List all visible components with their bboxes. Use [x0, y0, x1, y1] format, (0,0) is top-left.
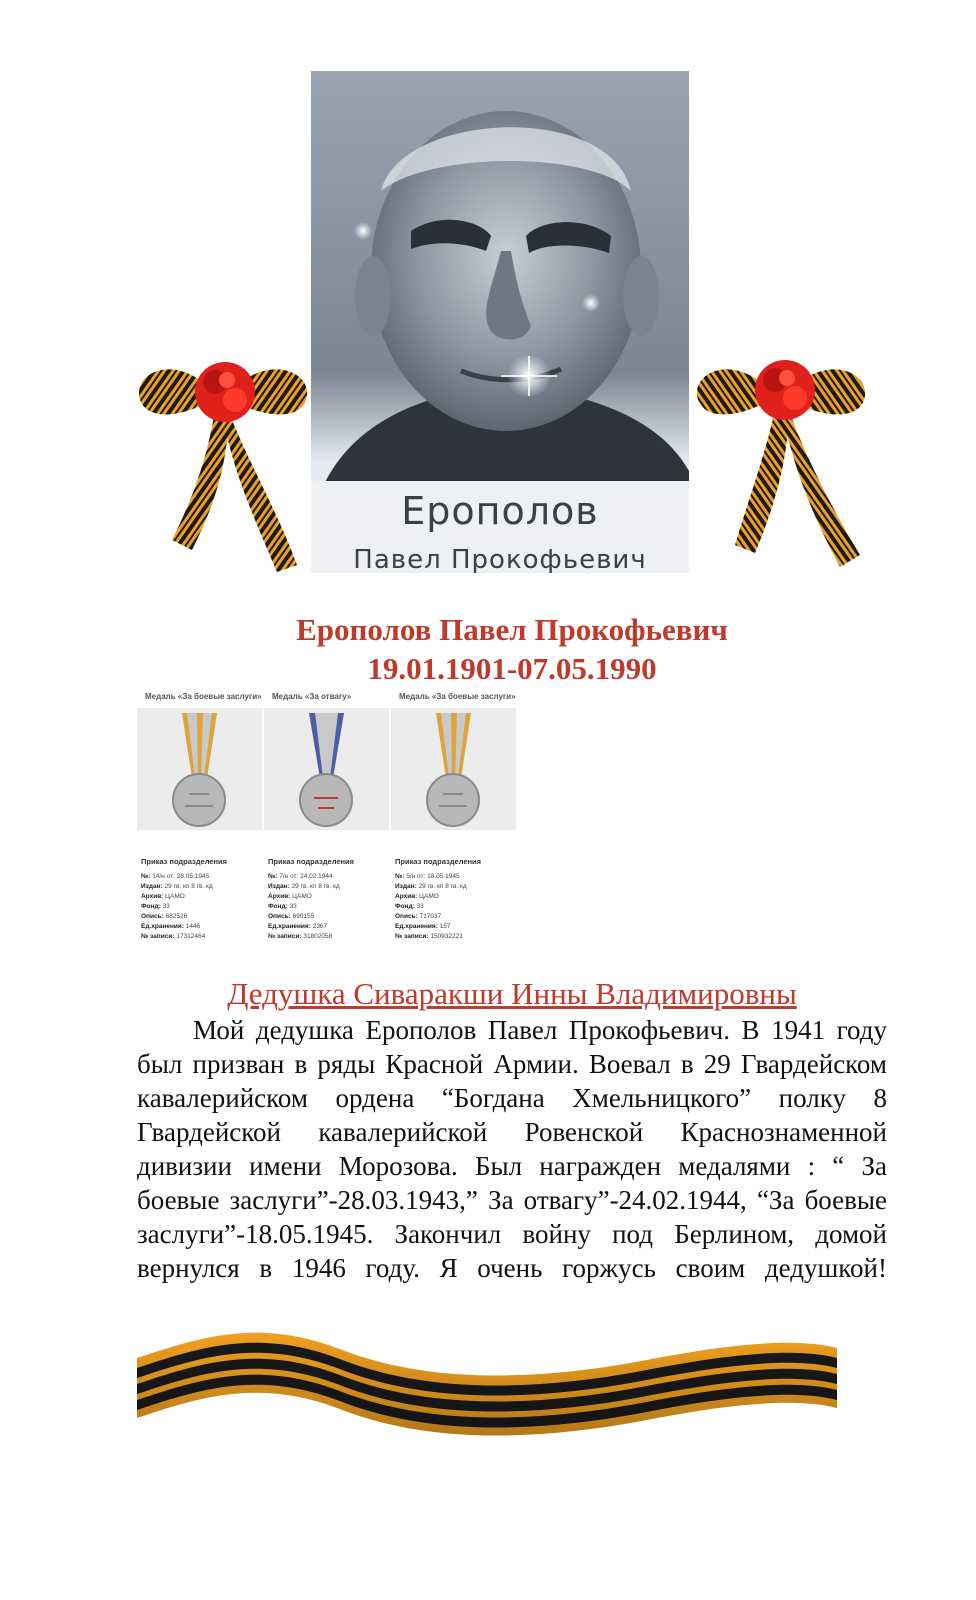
hero-life-dates: 19.01.1901-07.05.1990 — [367, 651, 657, 686]
order-detail-row: № записи: 31802058 — [268, 933, 333, 940]
order-details — [268, 872, 340, 942]
medal-icon — [391, 708, 516, 830]
order-detail-row: Архив: ЦАМО — [141, 893, 185, 900]
order-detail-row: Опись: 717037 — [395, 913, 442, 920]
carnation-icon — [755, 360, 815, 420]
order-detail-row: Опись: 682526 — [141, 913, 188, 920]
medal-title: Медаль «За отвагу» — [272, 692, 352, 701]
order-details — [141, 872, 213, 942]
medal-card — [264, 690, 389, 945]
order-detail-row: №: 14/н от: 28.05.1945 — [141, 873, 210, 880]
st-george-ribbon-banner — [137, 1318, 837, 1468]
carnation-icon — [195, 362, 255, 422]
order-detail-row: Издан: 29 гв. кп 8 гв. кд — [141, 883, 213, 890]
order-title: Приказ подразделения — [268, 857, 355, 866]
order-detail-row: № записи: 150932221 — [395, 933, 463, 940]
order-detail-row: Издан: 29 гв. кп 8 гв. кд — [268, 883, 340, 890]
order-title: Приказ подразделения — [395, 857, 482, 866]
order-detail-row: Архив: ЦАМО — [268, 893, 312, 900]
photo-caption-surname: Ерополов — [401, 489, 599, 533]
medal-card — [391, 690, 516, 945]
order-detail-row: Фонд: 33 — [395, 903, 424, 910]
medal-icon — [137, 708, 262, 830]
medal-icon — [264, 708, 389, 830]
medal-image — [137, 708, 262, 830]
order-detail-row: Фонд: 33 — [141, 903, 170, 910]
medal-title: Медаль «За боевые заслуги» — [145, 692, 262, 701]
story-paragraph: Мой дедушка Ерополов Павел Прокофьевич. В 1941 году был призван в ряды Красной Армии. Воевал в 29 Гвардейском кавалерийском ордена “Богдана Хмельницкого” полку 8 Гвардейской кавалерийской Ровенской Краснознаменной дивизии имени Морозова. Был награжден медалями : “ За боевые заслуги”-28.03.1943,” За отвагу”-24.02.1944, “За боевые заслуги”-18.05.1945. Закончил войну под Берлином, домой вернулся в 1946 году. Я очень горжусь своим дедушкой! — [137, 1015, 887, 1283]
story-body — [137, 1013, 887, 1285]
hero-full-name: Ерополов Павел Прокофьевич — [296, 612, 728, 647]
story-subtitle: Дедушка Сиваракши Инны Владимировны — [227, 976, 797, 1011]
order-detail-row: Архив: ЦАМО — [395, 893, 439, 900]
order-detail-row: Ед.хранения: 1446 — [141, 923, 201, 930]
order-details — [395, 872, 467, 942]
order-detail-row: Ед.хранения: 157 — [395, 923, 451, 930]
photo-caption-names: Павел Прокофьевич — [353, 545, 647, 573]
medal-title: Медаль «За боевые заслуги» — [399, 692, 516, 701]
medal-card — [137, 690, 262, 945]
order-detail-row: Ед.хранения: 2367 — [268, 923, 328, 930]
medals-panel — [137, 690, 517, 945]
ribbon-stripes — [137, 1333, 837, 1436]
st-george-ribbon-bow-left — [137, 350, 312, 575]
order-detail-row: Фонд: 33 — [268, 903, 297, 910]
st-george-ribbon-bow-right — [695, 345, 870, 570]
medal-image — [264, 708, 389, 830]
portrait-photo — [311, 71, 689, 573]
order-title: Приказ подразделения — [141, 857, 228, 866]
order-detail-row: №: 7/н от: 24.02.1944 — [268, 873, 333, 880]
order-detail-row: Издан: 29 гв. кп 8 гв. кд — [395, 883, 467, 890]
order-detail-row: № записи: 17312464 — [141, 933, 206, 940]
order-detail-row: №: 5/н от: 18.05.1945 — [395, 873, 460, 880]
order-detail-row: Опись: 690155 — [268, 913, 315, 920]
medal-image — [391, 708, 516, 830]
